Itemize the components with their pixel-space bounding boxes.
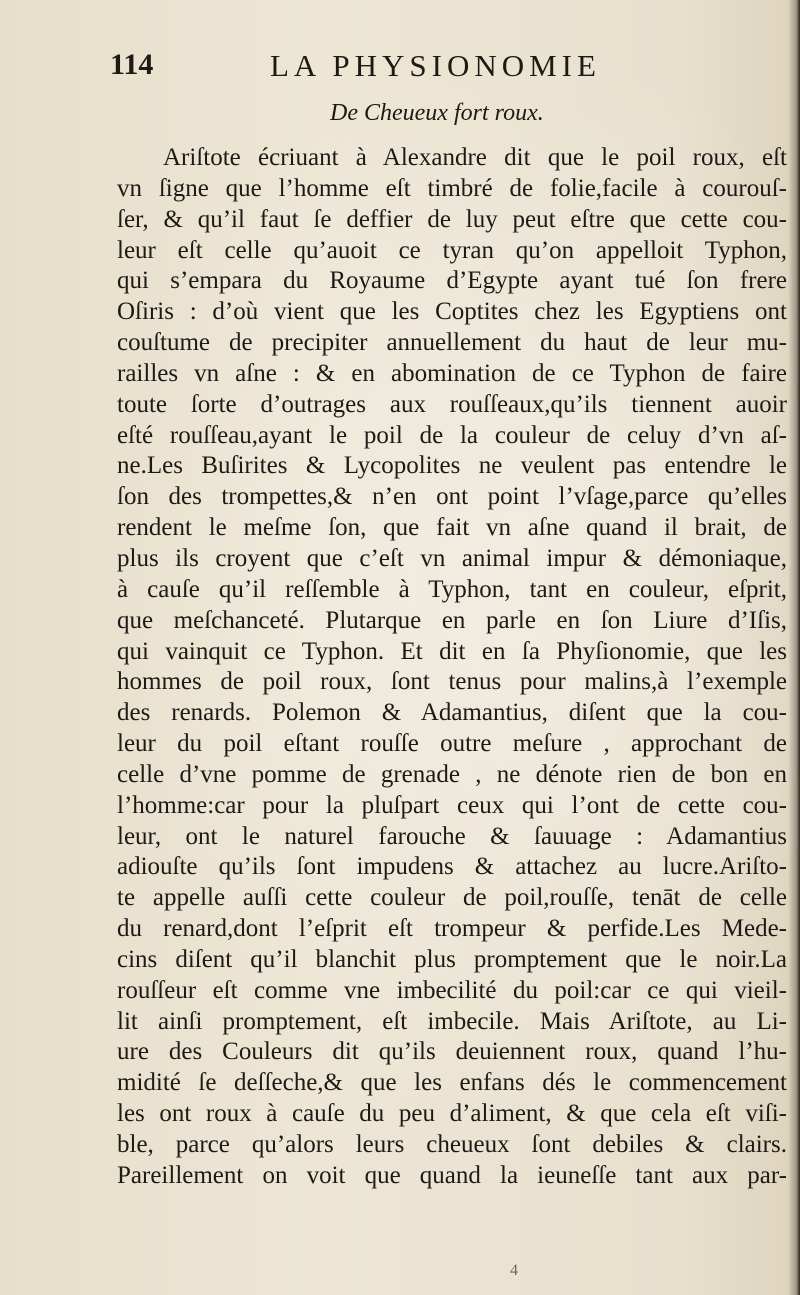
text-line: l’homme:car pour la pluſpart ceux qui l’ont de cette cou- — [117, 791, 787, 819]
text-line: plus ils croyent que c’eſt vn animal impur & démoniaque, — [117, 544, 787, 572]
text-line: eſté rouſſeau,ayant le poil de la couleur de celuy d’vn aſ- — [117, 421, 787, 449]
text-line: leur du poil eſtant rouſſe outre meſure , approchant de — [117, 730, 787, 758]
text-line: Ariſtote écriuant à Alexandre dit que le poil roux, eſt — [163, 144, 787, 171]
text-line: cins diſent qu’il blanchit plus promptement que le noir.La — [117, 945, 787, 973]
text-line: couſtume de precipiter annuellement du haut de leur mu- — [117, 329, 787, 357]
text-line: leur eſt celle qu’auoit ce tyran qu’on appelloit Typhon, — [117, 236, 787, 264]
text-line: leur, ont le naturel farouche & ſauuage : Adamantius — [117, 822, 787, 850]
text-line: rouſſeur eſt comme vne imbecilité du poil:car ce qui vieil- — [117, 976, 787, 1004]
text-line: ſer, & qu’il faut ſe deffier de luy peut eſtre que cette cou- — [117, 205, 787, 233]
section-title: De Cheueux fort roux. — [330, 100, 544, 126]
text-line: ſon des trompettes,& n’en ont point l’vſage,parce qu’elles — [117, 483, 787, 511]
text-line: celle d’vne pomme de grenade , ne dénote rien de bon en — [117, 760, 787, 788]
text-line: Pareillement on voit que quand la ieuneſſe tant aux par- — [117, 1161, 787, 1189]
page-edge-shadow — [788, 0, 800, 1295]
text-line: adiouſte qu’ils ſont impudens & attachez au lucre.Ariſto- — [117, 853, 787, 881]
text-line: ne.Les Buſirites & Lycopolites ne veulent pas entendre le — [117, 452, 787, 480]
text-line: ble, parce qu’alors leurs cheueux ſont debiles & clairs. — [117, 1131, 787, 1158]
text-line: du renard,dont l’eſprit eſt trompeur & perfide.Les Mede- — [117, 915, 787, 943]
text-line: qui vainquit ce Typhon. Et dit en ſa Phyſionomie, que les — [117, 637, 787, 665]
running-head: LA PHYSIONOMIE — [270, 48, 601, 83]
text-line: vn ſigne que l’homme eſt timbré de folie,facile à courouſ- — [117, 174, 787, 202]
text-line: les ont roux à cauſe du peu d’aliment, & que cela eſt viſi- — [117, 1100, 787, 1128]
text-line: hommes de poil roux, ſont tenus pour malins,à l’exemple — [117, 668, 787, 696]
text-line: te appelle auſſi cette couleur de poil,rouſſe, tenāt de celle — [117, 884, 787, 912]
text-line: ure des Couleurs dit qu’ils deuiennent roux, quand l’hu- — [117, 1038, 787, 1066]
text-line: rendent le meſme ſon, que fait vn aſne quand il brait, de — [117, 514, 787, 542]
text-line: toute ſorte d’outrages aux rouſſeaux,qu’ils tiennent auoir — [117, 390, 787, 418]
page-number: 114 — [110, 48, 154, 81]
text-line: qui s’empara du Royaume d’Egypte ayant tué ſon frere — [117, 267, 787, 295]
page-header — [110, 42, 690, 92]
body-text — [117, 143, 787, 1192]
text-line: midité ſe deſſeche,& que les enfans dés le commencement — [117, 1069, 787, 1097]
signature-mark: 4 — [510, 1262, 518, 1279]
text-line: Oſiris : d’où vient que les Coptites chez les Egyptiens ont — [117, 298, 787, 326]
text-line: que meſchanceté. Plutarque en parle en ſon Liure d’Iſis, — [117, 606, 787, 634]
text-line: des renards. Polemon & Adamantius, diſent que la cou- — [117, 699, 787, 727]
text-line: lit ainſi promptement, eſt imbecile. Mais Ariſtote, au Li- — [117, 1007, 787, 1035]
text-line: railles vn aſne : & en abomination de ce Typhon de faire — [117, 359, 787, 387]
text-line: à cauſe qu’il reſſemble à Typhon, tant en couleur, eſprit, — [117, 575, 787, 603]
